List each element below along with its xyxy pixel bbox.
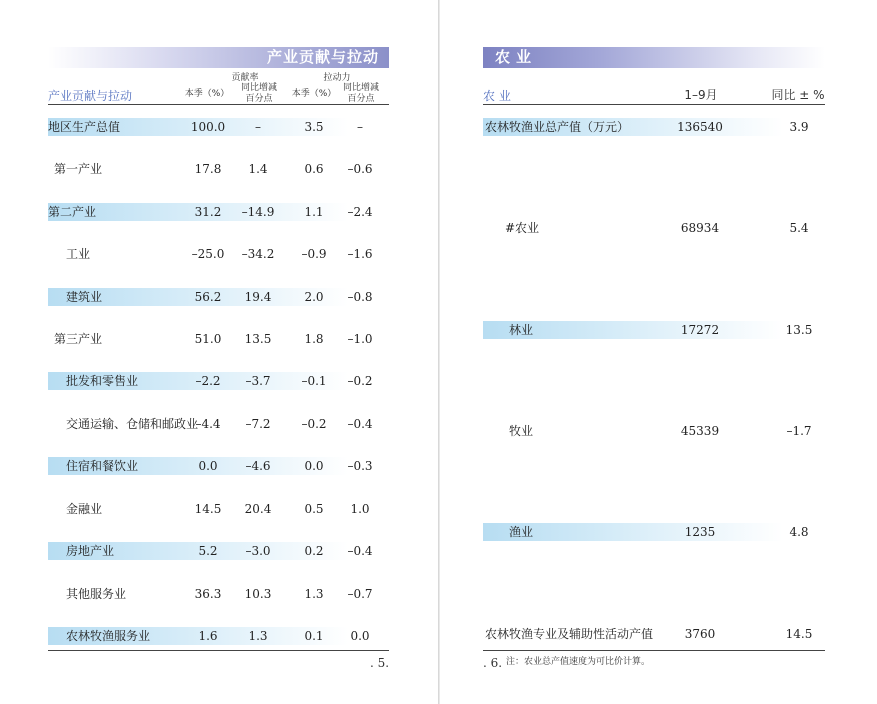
pull-change: –1.6 — [347, 247, 373, 261]
right-header-rule — [483, 104, 825, 105]
contrib-change: 10.3 — [244, 587, 272, 601]
pull-current: 0.0 — [304, 459, 324, 473]
contrib-change: –14.9 — [241, 205, 275, 219]
row-name: 第一产业 — [54, 162, 103, 176]
table-row — [483, 625, 825, 645]
contrib-change: –34.2 — [241, 247, 275, 261]
pull-change-header-2: 百分点 — [347, 94, 375, 104]
contrib-change: –3.7 — [245, 374, 271, 388]
pull-current: 1.8 — [304, 332, 324, 346]
row-name: 牧业 — [509, 424, 534, 438]
period-value: 17272 — [680, 323, 720, 337]
row-name: 工业 — [66, 247, 91, 261]
pull-current: –0.9 — [301, 247, 327, 261]
pull-current: 0.1 — [304, 629, 324, 643]
pull-change: –0.3 — [347, 459, 373, 473]
yoy-change: 13.5 — [785, 323, 813, 337]
table-row — [48, 500, 389, 520]
right-header-yoy: 同比 ± % — [771, 88, 825, 102]
table-row — [48, 245, 389, 265]
table-row — [483, 321, 825, 341]
left-bottom-rule — [48, 650, 389, 651]
row-name: 住宿和餐饮业 — [66, 459, 139, 473]
contrib-change: –4.6 — [245, 459, 271, 473]
contrib-change: 20.4 — [244, 502, 272, 516]
pull-current: 3.5 — [304, 120, 324, 134]
row-name: 第三产业 — [54, 332, 103, 346]
table-row — [48, 288, 389, 308]
period-value: 68934 — [680, 221, 720, 235]
left-header-rule — [48, 104, 389, 105]
left-header-name: 产业贡献与拉动 — [48, 89, 133, 103]
contrib-current: 36.3 — [194, 587, 222, 601]
pull-change: –0.8 — [347, 290, 373, 304]
contrib-current: 17.8 — [194, 162, 222, 176]
contrib-change: 13.5 — [244, 332, 272, 346]
table-row — [48, 118, 389, 138]
right-page-title: 农业 — [495, 48, 538, 66]
table-row — [48, 457, 389, 477]
pull-change: 0.0 — [350, 629, 370, 643]
period-value: 1235 — [684, 525, 716, 539]
pull-current: 0.6 — [304, 162, 324, 176]
table-row — [48, 627, 389, 647]
contrib-change: –7.2 — [245, 417, 271, 431]
left-page-title: 产业贡献与拉动 — [266, 48, 379, 66]
right-footnote: 注：农业总产值速度为可比价计算。 — [506, 657, 651, 667]
left-page-number: . 5. — [370, 656, 390, 670]
contrib-group-header: 贡献率 — [231, 73, 259, 83]
right-header-name: 农 业 — [483, 89, 511, 103]
contrib-current: –4.4 — [195, 417, 221, 431]
contrib-current: 51.0 — [194, 332, 222, 346]
yoy-change: 5.4 — [789, 221, 809, 235]
yoy-change: 14.5 — [785, 627, 813, 641]
pull-current: 1.1 — [304, 205, 324, 219]
yoy-change: 4.8 — [789, 525, 809, 539]
contrib-change: 1.4 — [248, 162, 268, 176]
row-name: 其他服务业 — [66, 587, 127, 601]
row-name: 第二产业 — [48, 205, 97, 219]
right-bottom-rule — [483, 650, 825, 651]
row-name: 林业 — [509, 323, 534, 337]
right-header-period: 1–9月 — [684, 88, 718, 102]
left-title-bar — [48, 47, 389, 68]
table-row — [48, 415, 389, 435]
table-row — [48, 203, 389, 223]
table-row — [48, 160, 389, 180]
right-page-number: . 6. — [483, 656, 503, 670]
pull-change: –0.2 — [347, 374, 373, 388]
pull-change: – — [357, 120, 363, 134]
row-name: 批发和零售业 — [66, 374, 139, 388]
table-row — [48, 372, 389, 392]
yoy-change: 3.9 — [789, 120, 809, 134]
period-value: 45339 — [680, 424, 720, 438]
contrib-current: –25.0 — [191, 247, 225, 261]
pull-change: –0.7 — [347, 587, 373, 601]
contrib-current: 31.2 — [194, 205, 222, 219]
pull-change: –2.4 — [347, 205, 373, 219]
right-page — [440, 0, 877, 704]
pull-current-header: 本季（%） — [291, 89, 337, 99]
contrib-current: 100.0 — [190, 120, 226, 134]
yoy-change: –1.7 — [786, 424, 812, 438]
table-row — [483, 523, 825, 543]
contrib-current: 1.6 — [198, 629, 218, 643]
pull-current: –0.2 — [301, 417, 327, 431]
pull-current: –0.1 — [301, 374, 327, 388]
row-name: #农业 — [505, 221, 540, 235]
row-name: 农林牧渔业总产值（万元） — [485, 120, 630, 134]
contrib-change: – — [255, 120, 261, 134]
pull-change-header-1: 同比增减 — [342, 83, 379, 93]
pull-current: 0.2 — [304, 544, 324, 558]
period-value: 136540 — [677, 120, 723, 134]
contrib-current: 0.0 — [198, 459, 218, 473]
pull-current: 2.0 — [304, 290, 324, 304]
pull-current: 0.5 — [304, 502, 324, 516]
row-name: 交通运输、仓储和邮政业 — [66, 417, 199, 431]
table-row — [483, 422, 825, 442]
contrib-current: –2.2 — [195, 374, 221, 388]
contrib-current: 5.2 — [198, 544, 218, 558]
pull-group-header: 拉动力 — [323, 73, 351, 83]
pull-change: –0.4 — [347, 417, 373, 431]
right-title-bar — [483, 47, 825, 68]
pull-change: 1.0 — [350, 502, 370, 516]
table-row — [48, 542, 389, 562]
contrib-current-header: 本季（%） — [184, 89, 230, 99]
table-row — [48, 585, 389, 605]
row-name: 农林牧渔服务业 — [66, 629, 151, 643]
pull-current: 1.3 — [304, 587, 324, 601]
period-value: 3760 — [684, 627, 716, 641]
pull-change: –0.4 — [347, 544, 373, 558]
contrib-change-header-1: 同比增减 — [240, 83, 277, 93]
contrib-current: 14.5 — [194, 502, 222, 516]
row-name: 房地产业 — [66, 544, 115, 558]
row-name: 建筑业 — [66, 290, 103, 304]
table-row — [483, 219, 825, 239]
contrib-change: 19.4 — [244, 290, 272, 304]
table-row — [48, 330, 389, 350]
contrib-change: 1.3 — [248, 629, 268, 643]
contrib-current: 56.2 — [194, 290, 222, 304]
row-name: 农林牧渔专业及辅助性活动产值 — [485, 627, 654, 641]
pull-change: –0.6 — [347, 162, 373, 176]
row-name: 地区生产总值 — [48, 120, 121, 134]
pull-change: –1.0 — [347, 332, 373, 346]
row-name: 渔业 — [509, 525, 534, 539]
contrib-change: –3.0 — [245, 544, 271, 558]
row-name: 金融业 — [66, 502, 103, 516]
table-row — [483, 118, 825, 138]
contrib-change-header-2: 百分点 — [245, 94, 273, 104]
